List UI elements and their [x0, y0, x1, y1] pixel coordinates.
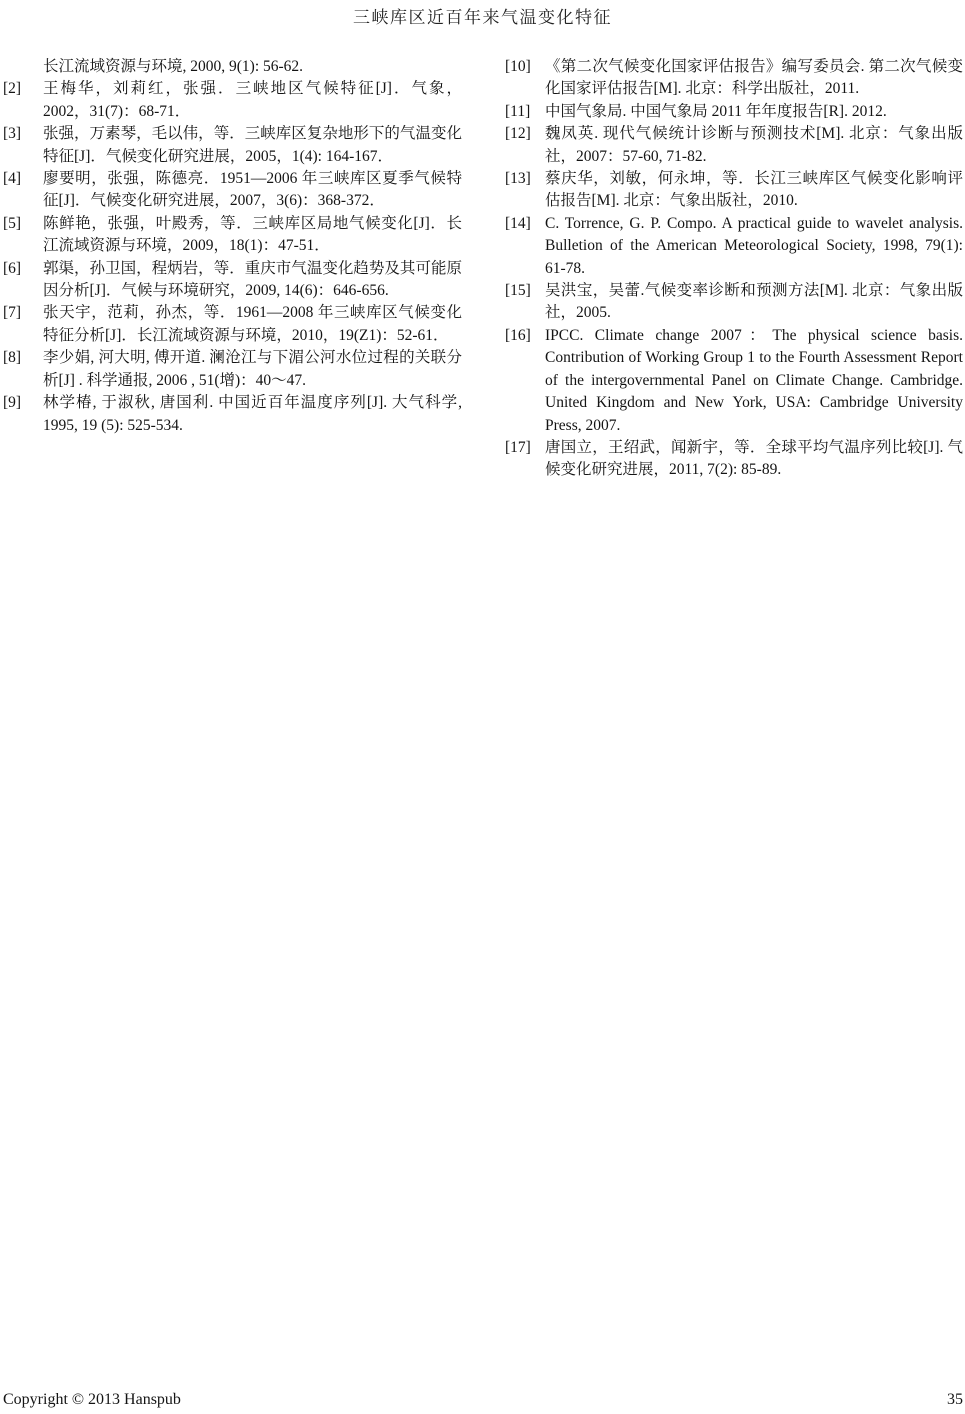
reference-item [505, 213, 963, 280]
references-column-right [505, 56, 963, 482]
reference-item [3, 347, 462, 392]
reference-number: [14] [505, 214, 531, 232]
reference-number: [9] [3, 394, 22, 412]
reference-number: [11] [505, 102, 531, 120]
reference-item [3, 123, 462, 168]
reference-text: 陈鲜艳，张强，叶殿秀，等．三峡库区局地气候变化[J]．长江流域资源与环境，2009，18(1)：47-51． [43, 214, 462, 255]
reference-item [505, 168, 963, 213]
reference-text: 李少娟, 河大明, 傅开道. 澜沧江与下湄公河水位过程的关联分析[J] . 科学通报, 2006 , 51(增)：40～47. [43, 349, 462, 389]
reference-text: 张强，万素琴，毛以伟，等．三峡库区复杂地形下的气温变化特征[J]．气候变化研究进展，2005，1(4): 164-167． [43, 125, 462, 165]
reference-number: [15] [505, 282, 531, 300]
reference-text: 魏凤英. 现代气候统计诊断与预测技术[M]. 北京：气象出版社，2007：57-60, 71-82. [545, 125, 963, 165]
reference-text: 蔡庆华，刘敏，何永坤，等．长江三峡库区气候变化影响评估报告[M]. 北京：气象出版社，2010. [545, 170, 963, 210]
reference-text: 郭渠，孙卫国，程炳岩，等．重庆市气温变化趋势及其可能原因分析[J]．气候与环境研究，2009, 14(6)：646-656. [43, 259, 462, 300]
reference-item [3, 392, 462, 437]
reference-item [505, 280, 963, 325]
reference-text: 林学椿, 于淑秋, 唐国利. 中国近百年温度序列[J]. 大气科学, 1995, 19 (5): 525-534. [43, 394, 462, 434]
reference-number: [3] [3, 125, 22, 143]
reference-number: [12] [505, 125, 531, 143]
reference-text: 张天宇，范莉，孙杰，等．1961—2008 年三峡库区气候变化特征分析[J]．长江流域资源与环境，2010，19(Z1)：52-61． [43, 304, 462, 344]
reference-number: [13] [505, 170, 531, 188]
references-column-left [3, 56, 462, 437]
reference-number: [5] [3, 214, 22, 232]
reference-item [505, 101, 963, 123]
reference-number: [10] [505, 58, 531, 75]
reference-number: [4] [3, 170, 22, 188]
page-title: 三峡库区近百年来气温变化特征 [353, 8, 612, 27]
reference-item [3, 56, 462, 78]
reference-item [3, 302, 462, 347]
reference-text: IPCC. Climate change 2007：The physical science basis. Contribution of Working Group 1 to the Fourth Assessment Report of the intergovernmental Panel on Climate Change. Cambridge. United Kingdom and New York, USA: Cambridge University Press, 2007. [545, 326, 963, 434]
reference-text: 长江流域资源与环境, 2000, 9(1): 56-62. [43, 58, 304, 75]
reference-text: C. Torrence, G. P. Compo. A practical guide to wavelet analysis. Bulletion of the American Meteorological Society, 1998, 79(1): 61-78. [545, 214, 963, 277]
reference-text: 吴洪宝，吴蕾.气候变率诊断和预测方法[M]. 北京：气象出版社，2005. [545, 282, 963, 322]
reference-item [505, 123, 963, 168]
reference-number: [6] [3, 259, 22, 277]
reference-item [3, 78, 462, 123]
footer-copyright: Copyright © 2013 Hanspub [3, 1391, 181, 1408]
reference-number: [2] [3, 80, 22, 98]
reference-item [3, 168, 462, 213]
reference-item [505, 437, 963, 482]
reference-number: [7] [3, 304, 22, 322]
reference-item [505, 325, 963, 437]
reference-number: [16] [505, 326, 531, 344]
reference-text: 唐国立，王绍武，闻新宇，等．全球平均气温序列比较[J]. 气候变化研究进展，2011, 7(2): 85-89. [545, 438, 963, 479]
reference-text: 《第二次气候变化国家评估报告》编写委员会. 第二次气候变化国家评估报告[M]. 北京：科学出版社，2011. [545, 58, 963, 98]
reference-item [3, 258, 462, 303]
reference-item [3, 213, 462, 258]
reference-number: [17] [505, 438, 531, 456]
reference-text: 王梅华，刘莉红，张强．三峡地区气候特征[J]．气象，2002，31(7)：68-71． [43, 80, 462, 120]
reference-text: 中国气象局. 中国气象局 2011 年年度报告[R]. 2012. [545, 102, 887, 120]
reference-text: 廖要明，张强，陈德亮．1951—2006 年三峡库区夏季气候特征[J]．气候变化研究进展，2007，3(6)：368-372． [43, 170, 462, 210]
reference-item [505, 56, 963, 101]
reference-number: [8] [3, 349, 22, 367]
page-number: 35 [947, 1391, 963, 1408]
